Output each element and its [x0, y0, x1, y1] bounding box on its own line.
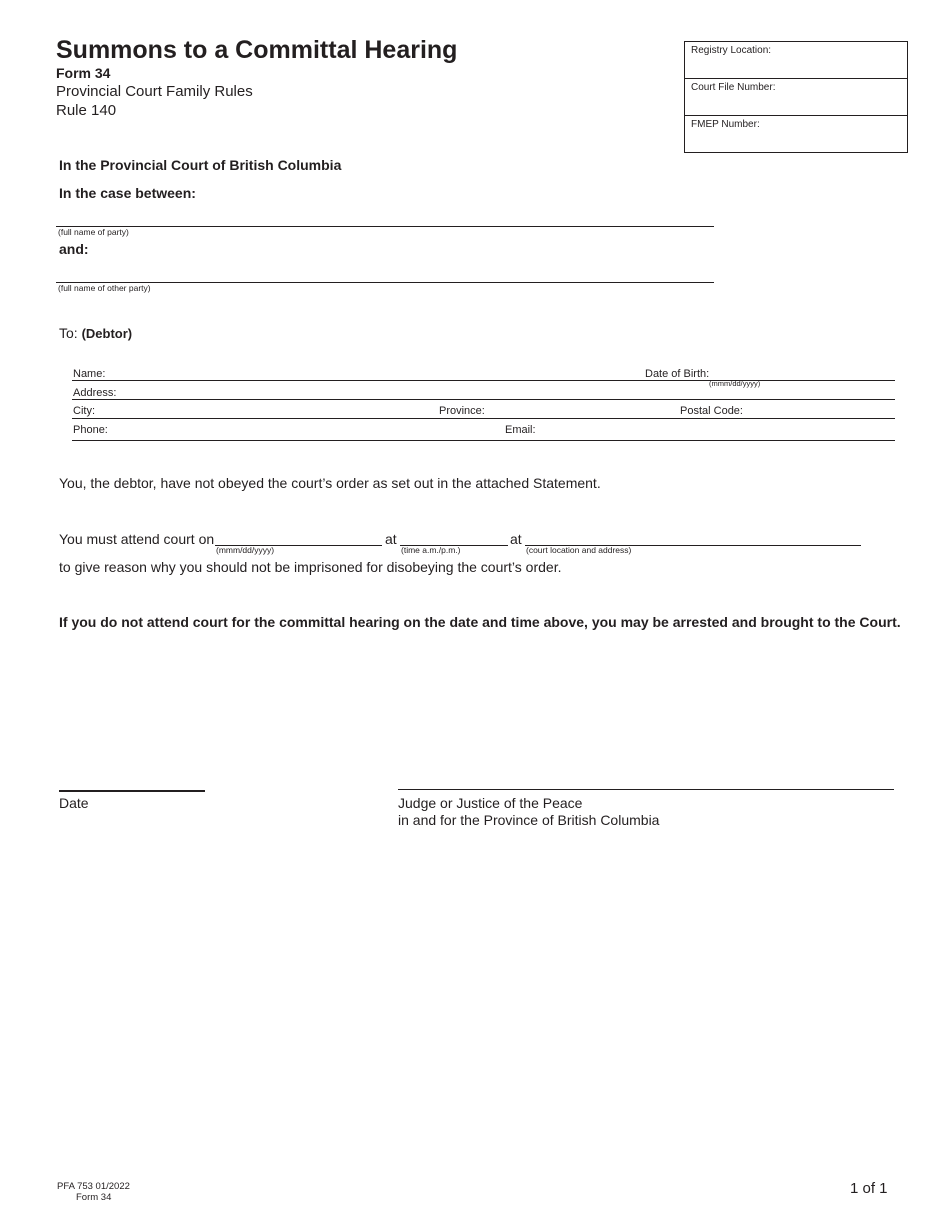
address-label: Address:: [73, 387, 117, 399]
and-label: and:: [59, 241, 89, 257]
page-title: Summons to a Committal Hearing: [56, 36, 458, 64]
to-debtor-heading: [59, 325, 132, 341]
phone-label: Phone:: [73, 424, 108, 436]
statement-text: You, the debtor, have not obeyed the court’s order as set out in the attached Statement.: [59, 475, 601, 491]
court-file-number-label: Court File Number:: [691, 82, 776, 93]
dob-format-hint: (mmm/dd/yyyy): [709, 379, 761, 388]
to-label: To:: [59, 325, 78, 341]
fmep-number-label: FMEP Number:: [691, 119, 760, 130]
city-label: City:: [73, 405, 95, 417]
reason-text: to give reason why you should not be imprisoned for disobeying the court’s order.: [59, 559, 562, 575]
warning-text: If you do not attend court for the committal hearing on the date and time above, you may be arrested and brought to the Court.: [59, 614, 901, 630]
signature-date-label: Date: [59, 795, 89, 811]
fmep-number-field[interactable]: [685, 116, 907, 152]
name-dob-field[interactable]: [72, 380, 895, 381]
hearing-date-hint: (mmm/dd/yyyy): [216, 545, 275, 555]
rules-name: Provincial Court Family Rules: [56, 83, 253, 100]
dob-label: Date of Birth:: [645, 368, 710, 380]
signature-date-field[interactable]: [59, 790, 205, 792]
court-name: In the Provincial Court of British Columbia: [59, 157, 342, 173]
must-attend-text: You must attend court on: [59, 531, 215, 547]
party-name-field[interactable]: [56, 226, 714, 227]
page-number: 1 of 1: [850, 1180, 888, 1197]
other-party-name-field[interactable]: [56, 282, 714, 283]
registry-box: [684, 41, 908, 153]
other-party-name-hint: (full name of other party): [58, 283, 151, 293]
email-label: Email:: [505, 424, 536, 436]
rule-number: Rule 140: [56, 102, 117, 119]
form-code: PFA 753 01/2022: [57, 1181, 130, 1192]
hearing-time-hint: (time a.m./p.m.): [401, 545, 461, 555]
judge-title: Judge or Justice of the Peace: [398, 795, 583, 811]
phone-email-field[interactable]: [72, 440, 895, 441]
judge-signature-field[interactable]: [398, 789, 894, 790]
at-label-2: at: [510, 531, 522, 547]
party-name-hint: (full name of party): [58, 227, 129, 237]
debtor-label: (Debtor): [81, 326, 133, 341]
court-file-number-field[interactable]: [685, 79, 907, 116]
judge-jurisdiction: in and for the Province of British Columbia: [398, 812, 660, 828]
name-label: Name:: [73, 368, 106, 380]
case-between-heading: In the case between:: [59, 185, 196, 201]
postal-code-label: Postal Code:: [680, 405, 743, 417]
address-field[interactable]: [72, 399, 895, 400]
registry-location-field[interactable]: [685, 42, 907, 79]
province-label: Province:: [439, 405, 485, 417]
footer-form-number: Form 34: [76, 1192, 112, 1203]
city-province-postal-field[interactable]: [72, 418, 895, 419]
court-location-hint: (court location and address): [526, 545, 632, 555]
at-label-1: at: [385, 531, 397, 547]
registry-location-label: Registry Location:: [691, 45, 772, 56]
form-number: Form 34: [56, 65, 111, 81]
